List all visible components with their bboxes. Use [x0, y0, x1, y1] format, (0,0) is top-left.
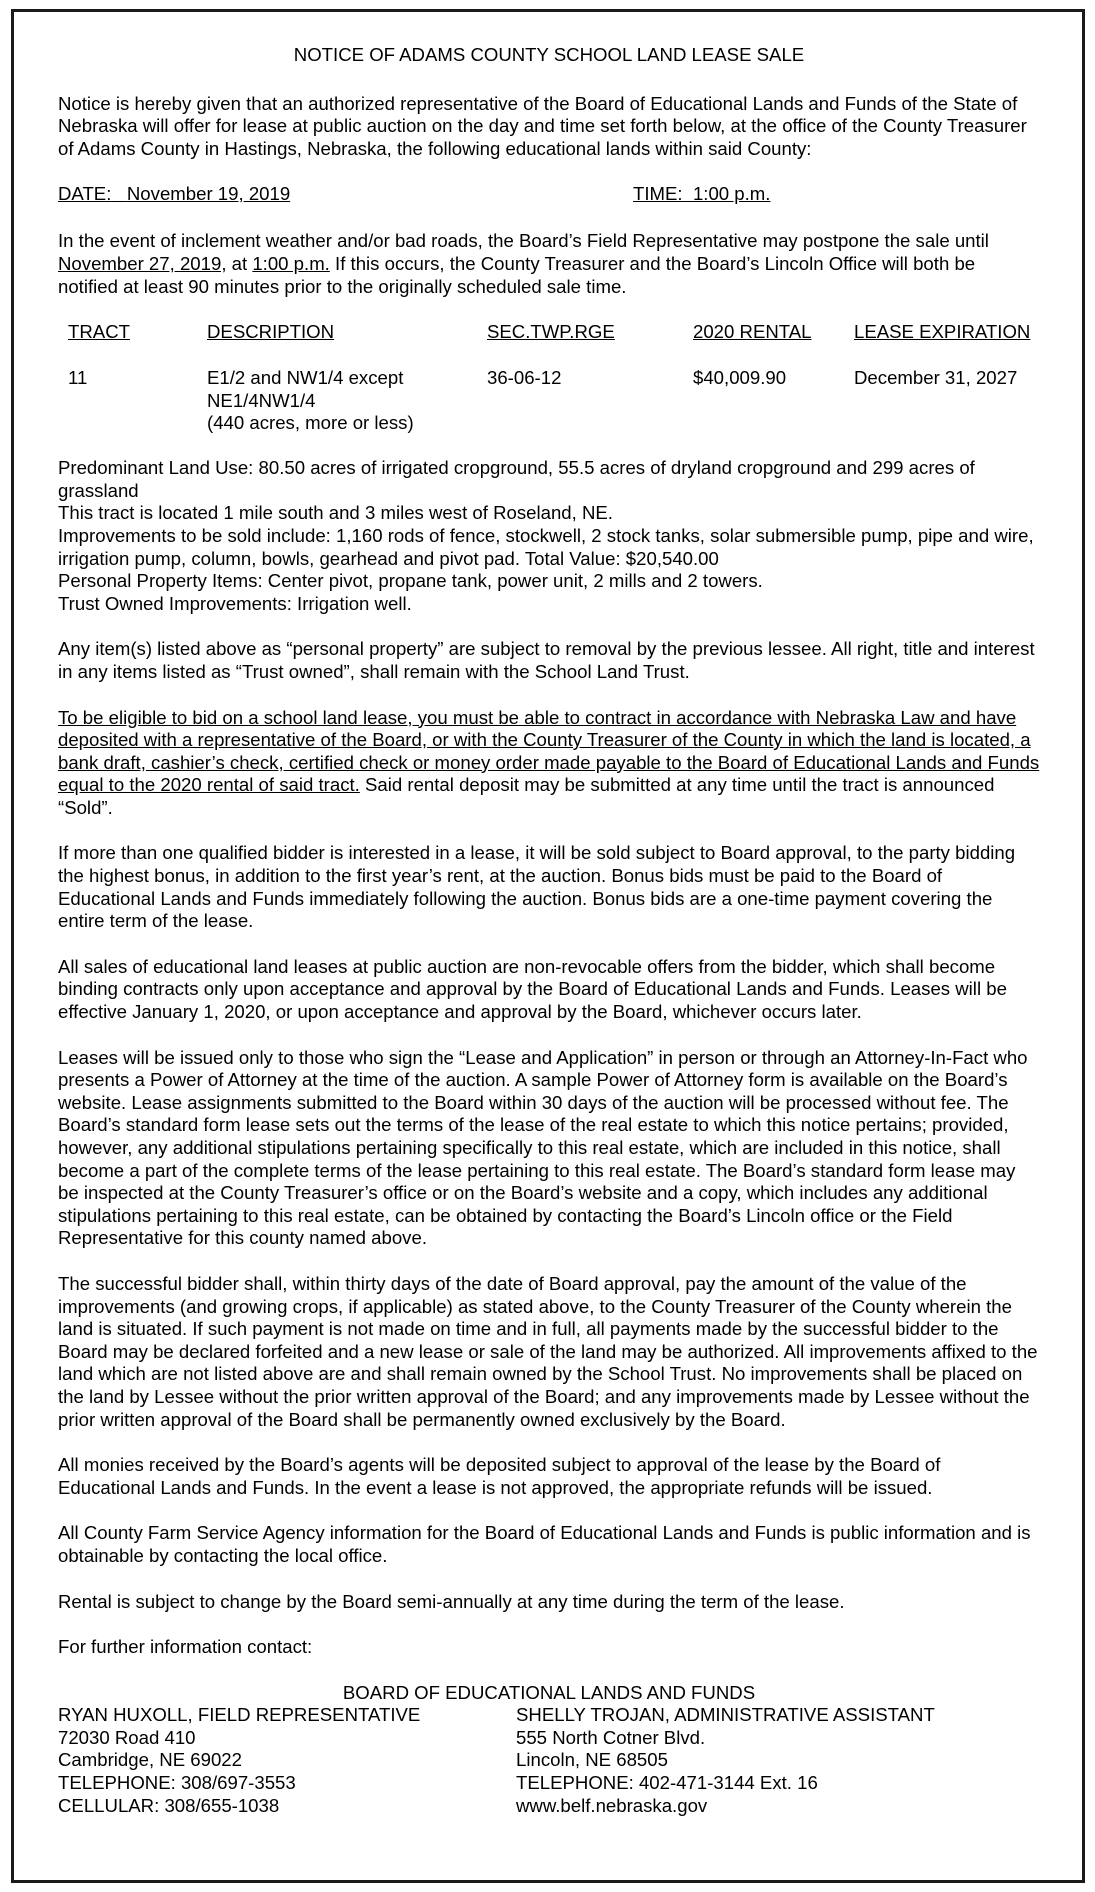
header-tract: TRACT — [68, 321, 130, 343]
time-label: TIME: — [633, 183, 683, 205]
date-field — [58, 183, 416, 206]
lease-expiration-value: December 31, 2027 — [854, 367, 1018, 389]
land-use-line: Predominant Land Use: 80.50 acres of irrigated cropground, 55.5 acres of dryland cropground and 299 acres of grassland — [58, 457, 975, 501]
header-lease-expiration: LEASE EXPIRATION — [854, 321, 1031, 343]
eligibility-paragraph — [58, 707, 1040, 820]
personal-property-note: Any item(s) listed above as “personal property” are subject to removal by the previous lessee. All right, title and interest in any items listed as “Trust owned”, shall remain with the School Land Trust. — [58, 638, 1035, 682]
personal-property-line: Personal Property Items: Center pivot, propane tank, power unit, 2 mills and 2 towers. — [58, 570, 763, 592]
contact-cellular: CELLULAR: 308/655-1038 — [58, 1794, 280, 1816]
description-line: (440 acres, more or less) — [207, 412, 414, 434]
table-row — [58, 367, 1040, 457]
contact-name: SHELLY TROJAN, ADMINISTRATIVE ASSISTANT — [516, 1704, 935, 1726]
postpone-text-c: If this occurs, the County Treasurer and the Board’s Lincoln Office will both be notified at least 90 minutes prior to the originally scheduled sale time. — [58, 252, 976, 297]
time-value: 1:00 p.m. — [692, 183, 771, 205]
alternate-time: 1:00 p.m. — [252, 252, 330, 274]
improvements-line: Improvements to be sold include: 1,160 rods of fence, stockwell, 2 stock tanks, solar submersible pump, pipe and wire, irrigation pump, column, bowls, gearhead and pivot pad. Total Value: $20,540.00 — [58, 524, 1034, 569]
contact-city: Lincoln, NE 68505 — [516, 1749, 668, 1771]
description-line: E1/2 and NW1/4 except — [207, 367, 404, 389]
postpone-text-a: In the event of inclement weather and/or bad roads, the Board’s Field Representative may postpone the sale until — [58, 230, 989, 252]
issuance-paragraph: Leases will be issued only to those who sign the “Lease and Application” in person or through an Attorney-In-Fact who presents a Power of Attorney at the time of the auction. A sample Power of Attorney form is available on the Board’s website. Lease assignments submitted to the Board within 30 days of the auction will be processed without fee. The Board’s standard form lease sets out the terms of the lease of the real estate to which this notice pertains; provided, however, any additional stipulations pertaining specifically to this real estate, which are included in this notice, shall become a part of the complete terms of the lease pertaining to this real estate. The Board’s standard form lease may be inspected at the County Treasurer’s office or on the Board’s website and a copy, which includes any additional stipulations pertaining to this real estate, can be obtained by contacting the Board’s Lincoln office or the Field Representative for this county named above. — [58, 1046, 1028, 1249]
fsa-paragraph: All County Farm Service Agency information for the Board of Educational Lands and Funds is public information and is obtainable by contacting the local office. — [58, 1522, 1031, 1566]
notice-body — [58, 44, 1040, 1854]
header-rental: 2020 RENTAL — [693, 321, 812, 343]
monies-paragraph: All monies received by the Board’s agents will be deposited subject to approval of the lease by the Board of Educational Lands and Funds. In the event a lease is not approved, the appropriate refunds will be issued. — [58, 1454, 941, 1498]
tract-table-header — [58, 321, 1040, 345]
rental-value: $40,009.90 — [693, 367, 787, 389]
header-description: DESCRIPTION — [207, 321, 335, 343]
notice-title: NOTICE OF ADAMS COUNTY SCHOOL LAND LEASE SALE — [293, 44, 805, 65]
field-representative-contact — [58, 1704, 420, 1817]
date-label: DATE: — [58, 183, 112, 205]
trust-owned-line: Trust Owned Improvements: Irrigation well. — [58, 592, 412, 614]
location-line: This tract is located 1 mile south and 3 miles west of Roseland, NE. — [58, 502, 613, 524]
time-field — [633, 183, 770, 206]
contact-city: Cambridge, NE 69022 — [58, 1749, 242, 1771]
date-time-line — [58, 183, 1040, 207]
postpone-paragraph — [58, 230, 1040, 298]
postpone-text-b: at — [226, 252, 253, 274]
intro-paragraph: Notice is hereby given that an authorized representative of the Board of Educational Lands and Funds of the State of Nebraska will offer for lease at public auction on the day and time set forth below, at the office of the County Treasurer of Adams County in Hastings, Nebraska, the following educational lands within said County: — [58, 92, 1027, 159]
contact-address: 72030 Road 410 — [58, 1726, 196, 1748]
successful-bidder-paragraph: The successful bidder shall, within thirty days of the date of Board approval, pay the amount of the value of the improvements (and growing crops, if applicable) as stated above, to the County Treasurer of the County wherein the land is situated. If such payment is not made on time and in full, all payments made by the successful bidder to the Board may be declared forfeited and a new lease or sale of the land may be authorized. All improvements affixed to the land which are not listed above are and shall remain owned by the School Trust. No improvements shall be placed on the land by Lessee without the prior written approval of the Board; and any improvements made by Lessee without the prior written approval of the Board shall be permanently owned exclusively by the Board. — [58, 1272, 1038, 1430]
rental-change-paragraph: Rental is subject to change by the Board semi-annually at any time during the term of the lease. — [58, 1590, 845, 1612]
contact-block — [58, 1704, 1040, 1854]
sec-twp-rge-value: 36-06-12 — [487, 367, 562, 389]
contact-name: RYAN HUXOLL, FIELD REPRESENTATIVE — [58, 1704, 421, 1726]
tract-details — [58, 457, 1040, 615]
contact-address: 555 North Cotner Blvd. — [516, 1726, 706, 1748]
tract-description — [207, 367, 414, 435]
alternate-date: November 27, 2019, — [58, 252, 227, 274]
date-value: November 19, 2019 — [126, 183, 291, 205]
eligibility-deposit-note: Said rental deposit may be submitted at any time until the tract is announced “Sold”. — [58, 774, 995, 818]
board-name: BOARD OF EDUCATIONAL LANDS AND FUNDS — [342, 1681, 756, 1703]
contact-intro: For further information contact: — [58, 1636, 313, 1658]
tract-number: 11 — [68, 367, 88, 389]
eligibility-requirement: To be eligible to bid on a school land lease, you must be able to contract in accordance with Nebraska Law and have deposited with a representative of the Board, or with the County Treasurer of the County in which the land is located, a bank draft, cashier’s check, certified check or money order made payable to the Board of Educational Lands and Funds equal to the 2020 rental of said tract. — [58, 706, 1040, 796]
contact-telephone: TELEPHONE: 402-471-3144 Ext. 16 — [516, 1772, 818, 1794]
header-sec-twp-rge: SEC.TWP.RGE — [487, 321, 615, 343]
bonus-paragraph: If more than one qualified bidder is interested in a lease, it will be sold subject to Board approval, to the party bidding the highest bonus, in addition to the first year’s rent, at the auction. Bonus bids must be paid to the Board of Educational Lands and Funds immediately following the auction. Bonus bids are a one-time payment covering the entire term of the lease. — [58, 842, 1016, 932]
description-line: NE1/4NW1/4 — [207, 389, 316, 411]
non-revocable-paragraph: All sales of educational land leases at public auction are non-revocable offers from the bidder, which shall become binding contracts only upon acceptance and approval by the Board of Educational Lands and Funds. Leases will be effective January 1, 2020, or upon acceptance and approval by the Board, whichever occurs later. — [58, 955, 1007, 1023]
contact-telephone: TELEPHONE: 308/697-3553 — [58, 1772, 296, 1794]
website-link[interactable]: www.belf.nebraska.gov — [516, 1794, 708, 1816]
administrative-assistant-contact — [516, 1704, 935, 1817]
